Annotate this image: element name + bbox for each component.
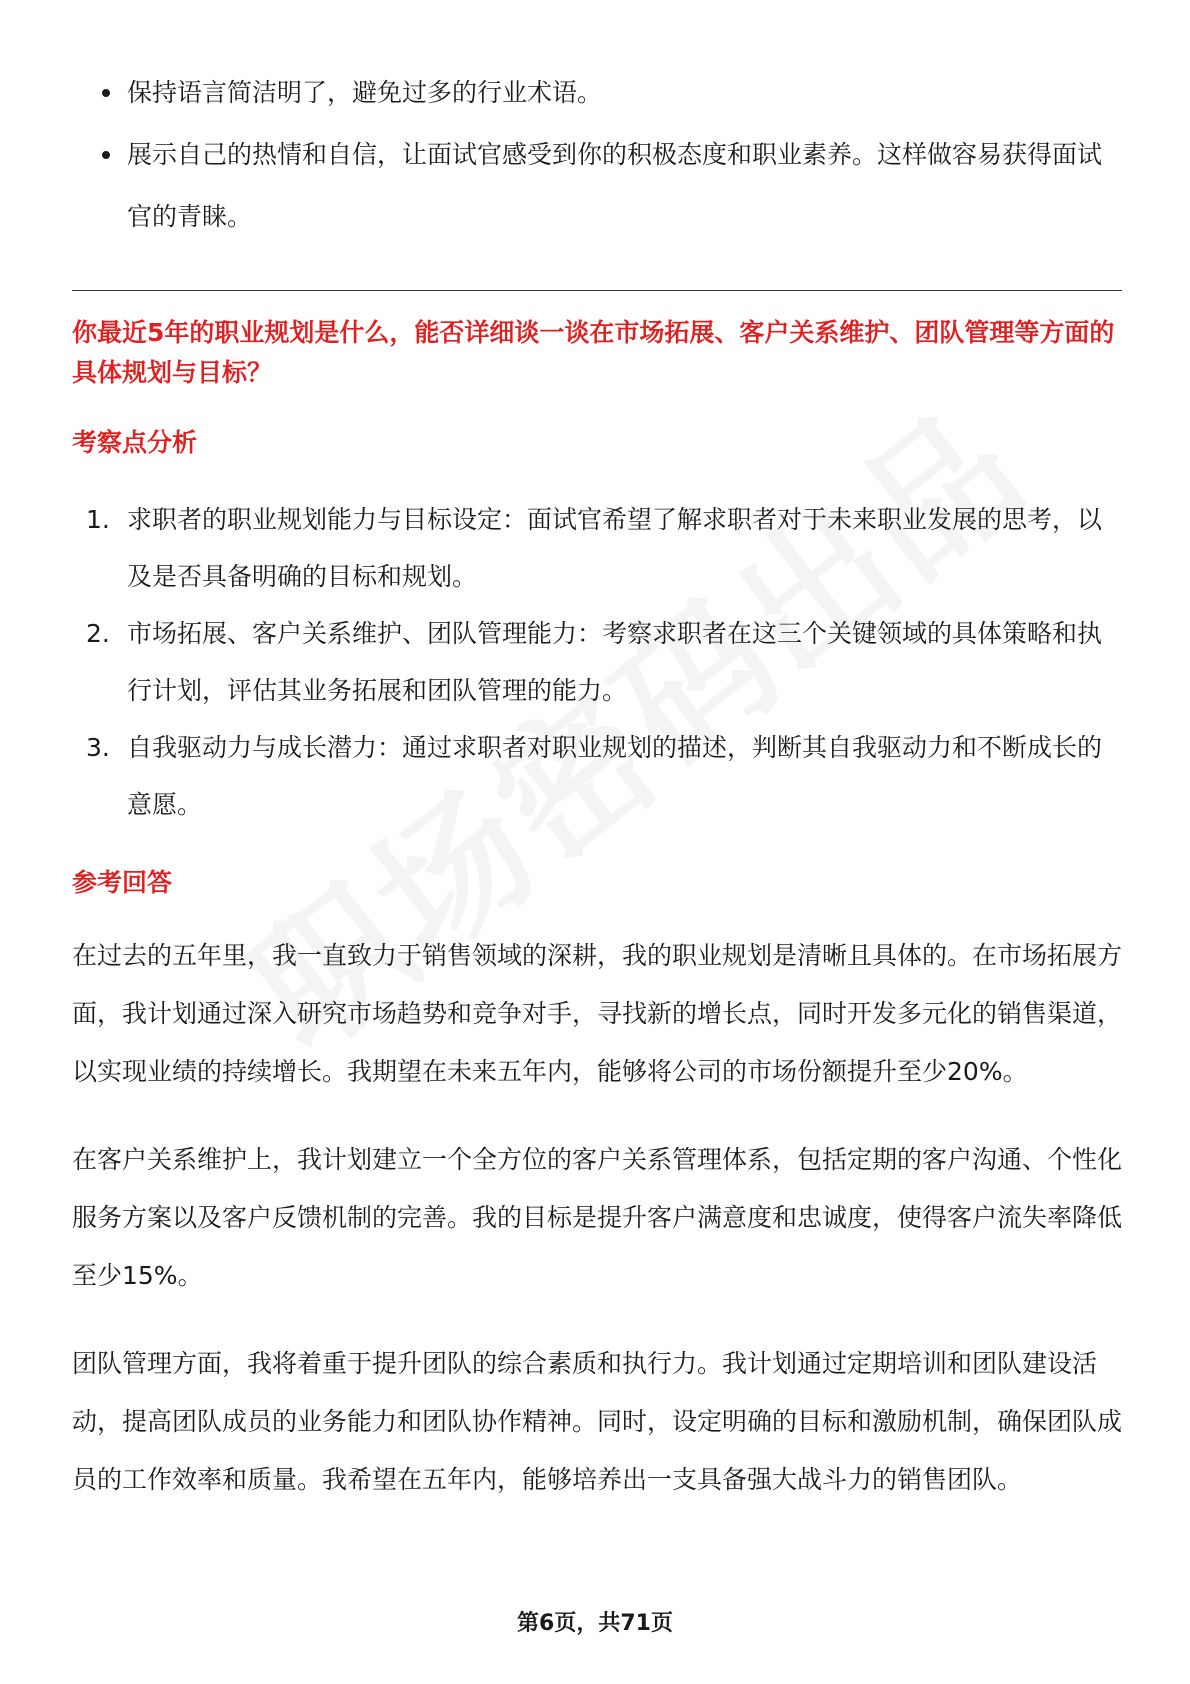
analysis-item [72, 719, 1122, 833]
bullet-list [72, 62, 1122, 248]
item-number: 3. [86, 733, 110, 762]
reference-title: 参考回答 [72, 868, 173, 897]
section-divider [72, 290, 1122, 291]
question-heading: 你最近5年的职业规划是什么，能否详细谈一谈在市场拓展、客户关系维护、团队管理等方面的具体规划与目标？ [72, 318, 1115, 387]
answer-paragraph: 在过去的五年里，我一直致力于销售领域的深耕，我的职业规划是清晰且具体的。在市场拓展方面，我计划通过深入研究市场趋势和竞争对手，寻找新的增长点，同时开发多元化的销售渠道，以实现业绩的持续增长。我期望在未来五年内，能够将公司的市场份额提升至少20%。 [72, 941, 1123, 1086]
answer-paragraph: 在客户关系维护上，我计划建立一个全方位的客户关系管理体系，包括定期的客户沟通、个性化服务方案以及客户反馈机制的完善。我的目标是提升客户满意度和忠诚度，使得客户流失率降低至少15%。 [72, 1145, 1123, 1290]
item-text: 求职者的职业规划能力与目标设定：面试官希望了解求职者对于未来职业发展的思考，以及是否具备明确的目标和规划。 [127, 505, 1103, 591]
answer-paragraph: 团队管理方面，我将着重于提升团队的综合素质和执行力。我计划通过定期培训和团队建设活动，提高团队成员的业务能力和团队协作精神。同时，设定明确的目标和激励机制，确保团队成员的工作效率和质量。我希望在五年内，能够培养出一支具备强大战斗力的销售团队。 [72, 1349, 1123, 1494]
page-number: 第6页，共71页 [517, 1611, 673, 1636]
bullet-dot-icon [102, 151, 110, 159]
analysis-item [72, 491, 1122, 605]
item-number: 1. [86, 505, 110, 534]
bullet-item [72, 124, 1122, 248]
bullet-text: 保持语言简洁明了，避免过多的行业术语。 [127, 78, 603, 107]
item-text: 市场拓展、客户关系维护、团队管理能力：考察求职者在这三个关键领域的具体策略和执行计划，评估其业务拓展和团队管理的能力。 [127, 619, 1103, 705]
bullet-dot-icon [102, 89, 110, 97]
analysis-list [72, 491, 1122, 833]
item-number: 2. [86, 619, 110, 648]
page-content [72, 62, 1122, 1509]
bullet-text: 展示自己的热情和自信，让面试官感受到你的积极态度和职业素养。这样做容易获得面试官的青睐。 [127, 140, 1103, 231]
analysis-title: 考察点分析 [72, 428, 198, 457]
item-text: 自我驱动力与成长潜力：通过求职者对职业规划的描述，判断其自我驱动力和不断成长的意愿。 [127, 733, 1103, 819]
bullet-item [72, 62, 1122, 124]
analysis-item [72, 605, 1122, 719]
